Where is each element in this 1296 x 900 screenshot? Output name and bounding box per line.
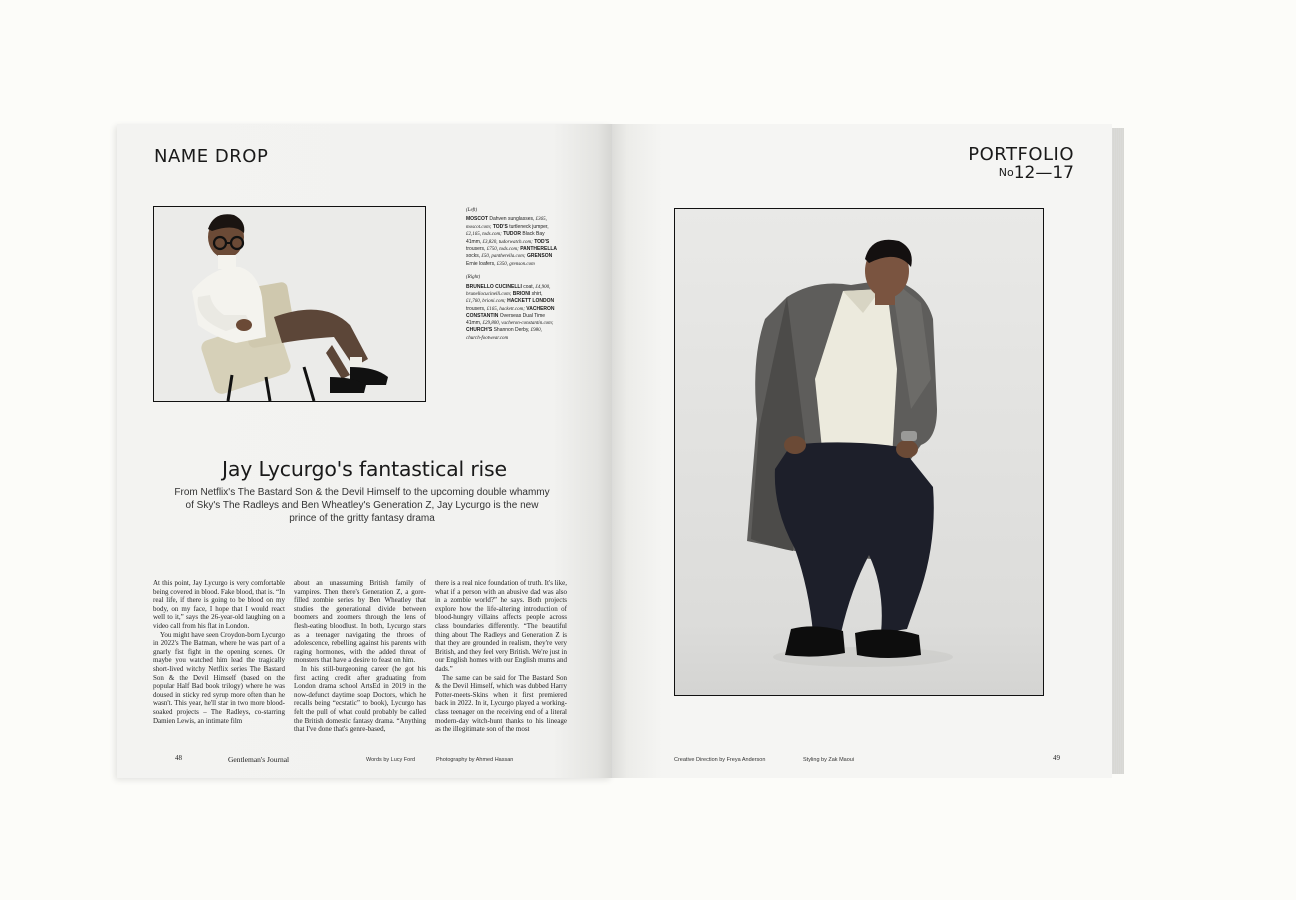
page-stack-edge <box>1112 128 1124 774</box>
seated-portrait-photo <box>153 206 426 402</box>
credit-brand: VACHERON CONSTANTIN <box>466 305 555 320</box>
credit-detail: £165, hackett.com; <box>485 306 525 312</box>
article-body <box>153 579 568 745</box>
credits-left-list <box>466 216 558 268</box>
page-number-right: 49 <box>1053 754 1060 762</box>
standing-man-illustration <box>675 209 1043 695</box>
credit-item: turtleneck jumper, <box>507 223 549 230</box>
paragraph: You might have seen Croydon-born Lycurgo in 2022's The Batman, where he was part of a gnarly fist fight in the opening scenes. Or maybe you watched him lead the tragically short-lived witchy Netflix series The Bastard Son & the Devil Himself (based on the popular Half Bad book trilogy) where he was doused in sticky red syrup more often than he wasn't. This year, he'll star in two more blood-soaked projects – The Radleys, co-starring Damien Lewis, an intimate film <box>153 630 285 725</box>
paragraph: In his still-burgeoning career (he got his first acting credit after graduating from London drama school ArtsEd in 2019 in the now-defunct daytime soap Doctors, which he recalls being “ecstatic” to book), Lycurgo has felt the pull of what could probably be called the British domestic fantasy drama. “Anything that I've done that's genre-based, <box>294 664 426 734</box>
paragraph: The same can be said for The Bastard Son & the Devil Himself, which was dubbed Harry Potter-meets-Skins when it first premiered back in 2022. In it, Lycurgo played a working-class teenager on the receiving end of a literal modern-day witch-hunt thanks to his lineage as the illegitimate son of the most <box>435 673 567 734</box>
portfolio-header <box>968 146 1074 182</box>
portfolio-title: PORTFOLIO <box>968 144 1074 165</box>
credit-item: Shannon Derby, <box>492 327 530 334</box>
seated-man-illustration <box>154 207 425 401</box>
issue-range <box>968 164 1074 182</box>
credit-item: shirt, <box>530 291 543 298</box>
words-credit: Words by Lucy Ford <box>366 757 416 763</box>
credit-brand: TOD'S <box>492 223 508 230</box>
magazine-spread <box>117 124 1125 778</box>
credit-detail: £750, tods.com; <box>485 247 519 253</box>
credits-left-heading: (Left) <box>466 208 478 213</box>
page-number-left: 48 <box>175 754 182 762</box>
issue-prefix: No <box>998 166 1014 179</box>
credit-brand: TUDOR <box>503 231 522 238</box>
body-column-1 <box>153 579 285 725</box>
credit-item: socks, <box>466 253 481 260</box>
left-page <box>117 124 612 778</box>
body-column-2 <box>294 579 426 734</box>
credit-brand: HACKETT LONDON <box>507 298 555 305</box>
credit-detail: £1,760, brioni.com; <box>466 299 506 305</box>
credit-item: coat, <box>521 283 535 290</box>
photo-credit: Photography by Ahmed Hassan <box>436 757 514 763</box>
credit-item: Black Bay 41mm, <box>466 231 545 245</box>
credit-brand: PANTHERELLA <box>520 246 558 253</box>
credit-item: Dahven sunglasses, <box>487 216 535 223</box>
creative-direction-credit: Creative Direction by Freya Anderson <box>674 757 766 763</box>
credits-right-heading: (Right) <box>466 275 481 281</box>
credit-detail: £3,820, tudorwatch.com; <box>481 239 533 245</box>
credit-detail: £4,900, brunellocucinelli.com; <box>466 284 551 298</box>
credit-brand: CHURCH'S <box>466 327 493 334</box>
credit-brand: BRUNELLO CUCINELLI <box>466 283 522 290</box>
credit-detail: £50, pantherella.com; <box>480 254 526 260</box>
credit-item: trousers, <box>466 246 486 253</box>
credit-item: Overseas Dual Time 41mm, <box>466 313 546 326</box>
credits-right-block <box>466 275 558 342</box>
credit-detail: £29,800, vacheron-constantin.com; <box>481 320 554 326</box>
credit-brand: TOD'S <box>534 238 550 245</box>
magazine-name: Gentleman's Journal <box>228 755 290 764</box>
credits-left-block <box>466 208 558 268</box>
paragraph: At this point, Jay Lycurgo is very comfortable being covered in blood. Fake blood, that is. “In real life, if there is going to be blood on my body, on my face, I hope that I would react well to it,” says the 26-year-old laughing on a video call from his flat in London. <box>153 579 285 630</box>
body-column-3 <box>435 579 567 734</box>
credit-detail: £350, grenson.com <box>495 261 535 267</box>
issue-numbers: 12—17 <box>1013 163 1074 183</box>
credit-detail: £365, moscot.com; <box>466 217 547 230</box>
credit-item: Ernie loafers, <box>466 260 496 267</box>
section-title: NAME DROP <box>154 146 269 167</box>
paragraph: there is a real nice foundation of truth. It's like, what if a person with an abusive dad was also in a zombie world?” he says. Both projects explore how the life-altering introduction of blood-hungry villains affects people across class boundaries differently. “The beautiful thing about The Radleys and Generation Z is that they are grounded in realism, they're very British, and they feel very British. We're just in our English homes with our English mums and dads.” <box>435 579 567 673</box>
credit-detail: £2,165, tods.com; <box>466 232 502 238</box>
credit-item: trousers, <box>466 305 486 312</box>
fashion-credits <box>466 208 558 349</box>
credit-brand: GRENSON <box>526 253 553 260</box>
styling-credit: Styling by Zak Maoui <box>803 757 855 763</box>
credits-right-list <box>466 284 558 342</box>
article-standfirst: From Netflix's The Bastard Son & the Devil Himself to the upcoming double whammy of Sky's The Radleys and Ben Wheatley's Generation Z, Jay Lycurgo is the new prince of the gritty fantasy drama <box>174 487 550 524</box>
credit-brand: MOSCOT <box>466 216 488 223</box>
standing-portrait-photo <box>674 208 1044 696</box>
right-page <box>612 124 1112 778</box>
credit-brand: BRIONI <box>512 291 531 298</box>
paragraph: about an unassuming British family of vampires. Then there's Generation Z, a gore-filled zombie series by Ben Wheatley that studies the generational divide between boomers and zoomers through the lens of flesh-eating bloodlust. In both, Lycurgo stars as a teenager navigating the throes of adolescence, rebelling against his parents with raging hormones, with the added threat of monsters that have a desire to feast on him. <box>294 579 426 665</box>
credit-detail: £980, church-footwear.com <box>466 328 542 341</box>
article-headline: Jay Lycurgo's fantastical rise <box>222 457 507 481</box>
